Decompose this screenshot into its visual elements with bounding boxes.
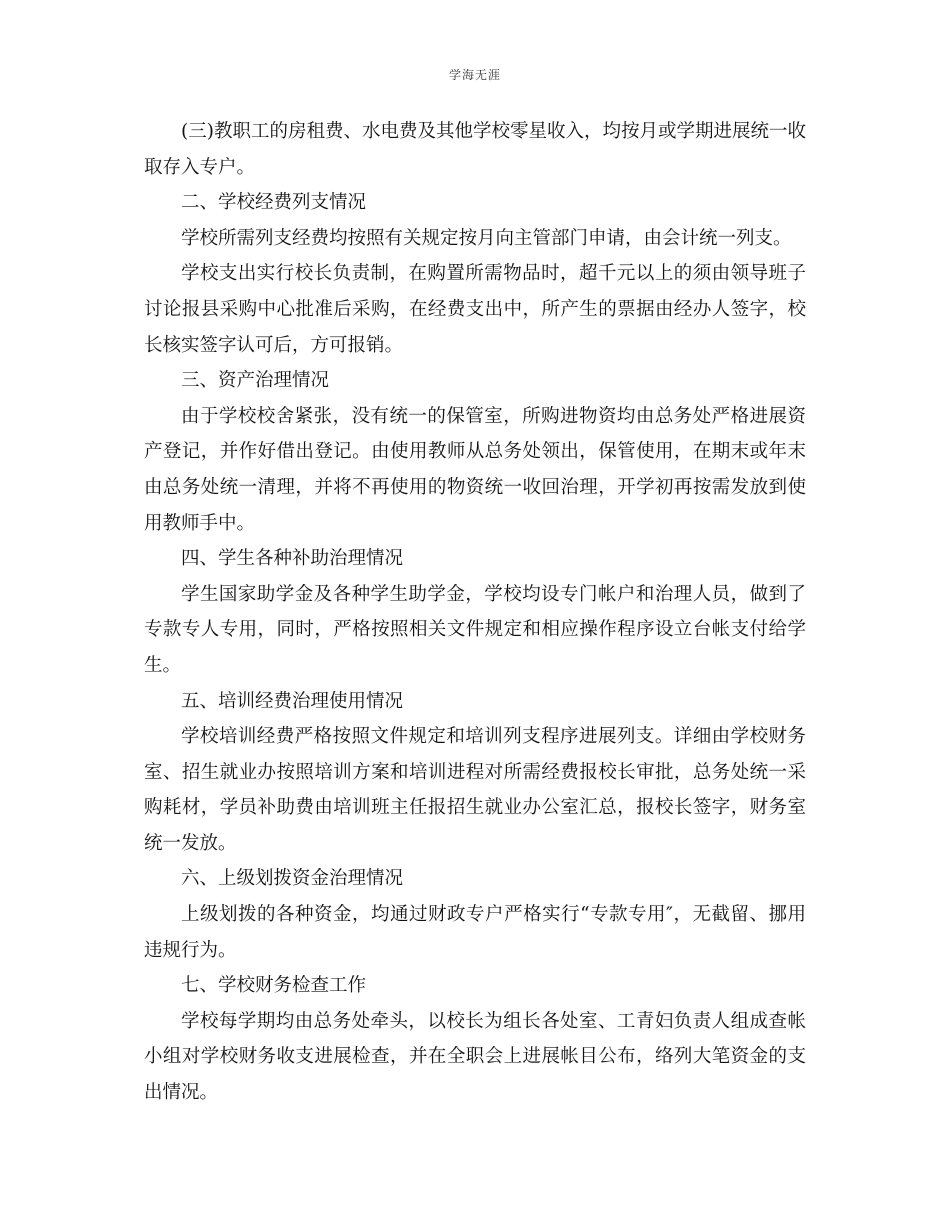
paragraph: 学校培训经费严格按照文件规定和培训列支程序进展列支。详细由学校财务室、招生就业办按照培训方案和培训进程对所需经费报校长审批，总务处统一采购耗材，学员补助费由培训班主任报招生就业办公室汇总，报校长签字，财务室统一发放。 bbox=[144, 726, 806, 854]
paragraph-income-collection: (三)教职工的房租费、水电费及其他学校零星收入，均按月或学期进展统一收取存入专户。 bbox=[144, 121, 806, 178]
paragraph: 学校支出实行校长负责制，在购置所需物品时，超千元以上的须由领导班子讨论报县采购中心批准后采购，在经费支出中，所产生的票据由经办人签字，校长核实签字认可后，方可报销。 bbox=[144, 263, 806, 356]
paragraph: 上级划拨的各种资金，均通过财政专户严格实行“专款专用″，无截留、挪用违规行为。 bbox=[144, 904, 806, 961]
section-heading-7: 七、学校财务检查工作 bbox=[181, 975, 367, 997]
section-heading-6: 六、上级划拨资金治理情况 bbox=[181, 868, 404, 890]
page-header: 学海无涯 bbox=[448, 68, 501, 82]
section-heading-2: 二、学校经费列支情况 bbox=[181, 192, 367, 214]
paragraph: 学生国家助学金及各种学生助学金，学校均设专门帐户和治理人员，做到了专款专人专用，同时，严格按照相关文件规定和相应操作程序设立台帐支付给学生。 bbox=[144, 583, 806, 676]
section-heading-4: 四、学生各种补助治理情况 bbox=[181, 548, 404, 570]
document-body bbox=[144, 114, 806, 1111]
section-heading-5: 五、培训经费治理使用情况 bbox=[181, 690, 404, 712]
paragraph: 由于学校校舍紧张，没有统一的保管室，所购进物资均由总务处严格进展资产登记，并作好借出登记。由使用教师从总务处领出，保管使用，在期末或年末由总务处统一清理，并将不再使用的物资统一收回治理，开学初再按需发放到使用教师手中。 bbox=[144, 405, 806, 534]
paragraph: 学校所需列支经费均按照有关规定按月向主管部门申请，由会计统一列支。 bbox=[181, 227, 792, 249]
section-heading-3: 三、资产治理情况 bbox=[181, 370, 330, 392]
paragraph: 学校每学期均由总务处牵头，以校长为组长各处室、工青妇负责人组成查帐小组对学校财务收支进展检查，并在全职会上进展帐目公布，络列大笔资金的支出情况。 bbox=[144, 1010, 806, 1104]
